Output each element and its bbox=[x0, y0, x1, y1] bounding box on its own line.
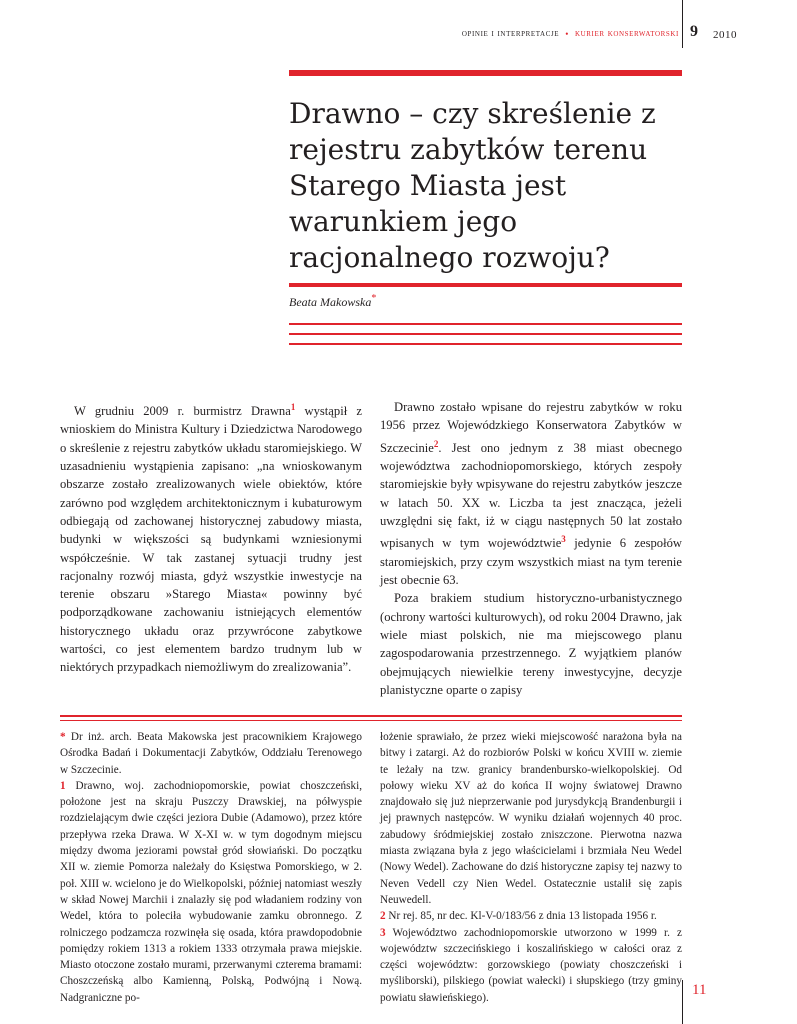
page-number: 11 bbox=[692, 982, 707, 998]
issue-number: 9 bbox=[690, 23, 698, 40]
body-left-column bbox=[60, 398, 362, 677]
text-run: W grudniu 2009 r. burmistrz Drawna bbox=[74, 404, 291, 419]
text-run: wystąpił z wnioskiem do Ministra Kultury i Dziedzictwa Narodowego o skreślenie z rejestru zabytków układu staromiejskiego. W uzasadnieniu wystąpienia zapisano: „na wnioskowanym obszarze zostało zrealizowanych wiele obiektów, które zarówno pod względem architektonicznym i kubaturowym odbiegają od zachowanej historycznej zabudowy miasta, budynki w większości są budynkami wzniesionymi współcześnie. W tak zastanej sytuacji trudny jest racjonalny rozwój miasta, gdyż wszystkie inwestycje na terenie obszaru »Starego Miasta« powinny być podporządkowane zachowaniu istniejących elementów historycznego układu oraz przywrócone zabytkowe wartości, co jest elementem bardzo trudnym lub w niektórych przypadkach niemożliwym do zrealizowania”. bbox=[60, 404, 362, 675]
footnote-text: Nr rej. 85, nr dec. Kl-V-0/183/56 z dnia 13 listopada 1956 r. bbox=[388, 910, 657, 923]
running-header bbox=[462, 28, 679, 39]
footnote-text: łożenie sprawiało, że przez wieki miejscowość narażona była na bitwy i zatargi. Aż do rozbiorów Polski w końcu XVIII w. ziemie te leżały na tzw. granicy brandenbursko-wielkopolskiej. Od połowy wieku XV aż do końca II wojny światowej Drawno znajdowało się już nieprzerwanie pod jurysdykcją Brandenburgii i jej prawnych następców. W wyniku działań wojennych 40 proc. zabudowy śródmiejskiej zostało zniszczone. Pierwotna nazwa miasta związana była z jego właścicielami i brzmiała Neu Wedel (Nowy Wedel). Zachowane do dziś historyczne zapisy tej nazwy to Neven Vedell czy Nien Wedel. Ostatecznie ustalił się zapis Neuwedell. bbox=[380, 731, 682, 906]
footnote-text: Drawno, woj. zachodniopomorskie, powiat choszczeński, położone jest na skraju Puszczy Drawskiej, na półwyspie rozdzielającym dwie części jeziora Dubie (Adamowo), przez które przepływa rzeka Drawa. W X-XI w. w tym dogodnym miejscu między dwoma jeziorami powstał gród słowiański. Do początku XII w. ziemie Pomorza należały do Księstwa Pomorskiego, w 2. poł. XIII w. wcielono je do Wielkopolski, później natomiast weszły w skład Nowej Marchii i znalazły się pod władaniem rodziny von Wedel, która to poleciła wybudowanie zamku obronnego. Z rolniczego podzamcza rozwinęła się osada, która prawdopodobnie pomiędzy rokiem 1313 a rokiem 1333 otrzymała prawa miejskie. Miasto otoczone zostało murami, przerwanymi czterema bramami: Choszczeńską albo Kamienną, Polską, Podwójną i Nową. Nadgraniczne po- bbox=[60, 779, 362, 1004]
article-author bbox=[289, 293, 376, 310]
author-note-mark: * bbox=[371, 293, 377, 304]
header-vertical-rule bbox=[682, 0, 683, 48]
body-paragraph: Poza brakiem studium historyczno-urbanistycznego (ochrony wartości kulturowych), od roku 2004 Drawno, jak wiele miast polskich, nie ma miejscowego planu zagospodarowania przestrzennego. Z wyjątkiem planów obejmujących niewielkie tereny inwestycyjne, decyzje planistyczne oparte o zapisy bbox=[380, 591, 682, 697]
rule-3 bbox=[289, 343, 682, 345]
body-paragraph bbox=[60, 398, 362, 677]
footnote-1 bbox=[60, 778, 362, 1006]
footnotes-right bbox=[380, 729, 682, 1006]
article-title: Drawno – czy skreślenie z rejestru zabytków terenu Starego Miasta jest warunkiem jego racjonalnego rozwoju? bbox=[289, 97, 656, 274]
footnote-ref[interactable]: 1 bbox=[290, 402, 296, 412]
footnote-ref[interactable]: 3 bbox=[561, 534, 566, 545]
footnote-rule bbox=[60, 715, 682, 717]
journal-name: kurier konserwatorski bbox=[574, 28, 679, 39]
footnote-3 bbox=[380, 925, 682, 1006]
issue-year: 2010 bbox=[713, 29, 737, 41]
footnote-1-cont bbox=[380, 729, 682, 908]
footnote-text: Dr inż. arch. Beata Makowska jest pracownikiem Krajowego Ośrodka Badań i Dokumentacji Zabytków, Oddziału Terenowego w Szczecinie. bbox=[60, 731, 362, 776]
section-label: opinie i interpretacje bbox=[461, 28, 560, 39]
footnote-star bbox=[60, 729, 362, 778]
body-paragraph bbox=[380, 398, 682, 589]
text-run: jedynie 6 zespołów staromiejskich, przy czym wszystkich miast na tym terenie jest obecnie 63. bbox=[380, 536, 682, 588]
footnote-mark: * bbox=[60, 731, 66, 743]
text-run: Drawno zostało wpisane do rejestru zabytków w roku 1956 przez Wojewódzkiego Konserwatora Zabytków w Szczecinie bbox=[380, 400, 682, 455]
footnote-mark: 1 bbox=[60, 779, 66, 792]
body-right-column bbox=[380, 398, 682, 699]
footnote-2 bbox=[380, 908, 682, 924]
footer-vertical-rule bbox=[682, 980, 683, 1024]
rule-1 bbox=[289, 323, 682, 325]
rule-2 bbox=[289, 333, 682, 335]
author-name: Beata Makowska bbox=[289, 295, 372, 309]
footnote-text: Województwo zachodniopomorskie utworzono w 1999 r. z województw szczecińskiego i koszalińskiego w całości oraz z części województw: gorzowskiego (powiaty choszczeński i myśliborski), pilskiego (powiat wałecki) i słupskiego (trzy gminy powiatu sławieńskiego). bbox=[380, 926, 682, 1004]
title-bottom-bar bbox=[289, 283, 682, 287]
title-top-bar bbox=[289, 70, 682, 76]
header-separator: • bbox=[565, 28, 569, 39]
text-run: . Jest ono jednym z 38 miast obecnego województwa zachodniopomorskiego, których zespoły staromiejskie były wpisywane do rejestru zabytków jeszcze w latach 50. XX w. Liczba ta jest znacząca, jeżeli uwzględni się fakt, iż w ciągu następnych 50 lat zostało wpisanych w tym województwie bbox=[380, 440, 682, 551]
footnotes-left bbox=[60, 729, 362, 1006]
footnote-ref[interactable]: 2 bbox=[433, 438, 439, 449]
footnote-mark: 3 bbox=[380, 926, 386, 939]
footnote-rule-thin bbox=[60, 720, 682, 721]
footnote-mark: 2 bbox=[380, 910, 386, 923]
